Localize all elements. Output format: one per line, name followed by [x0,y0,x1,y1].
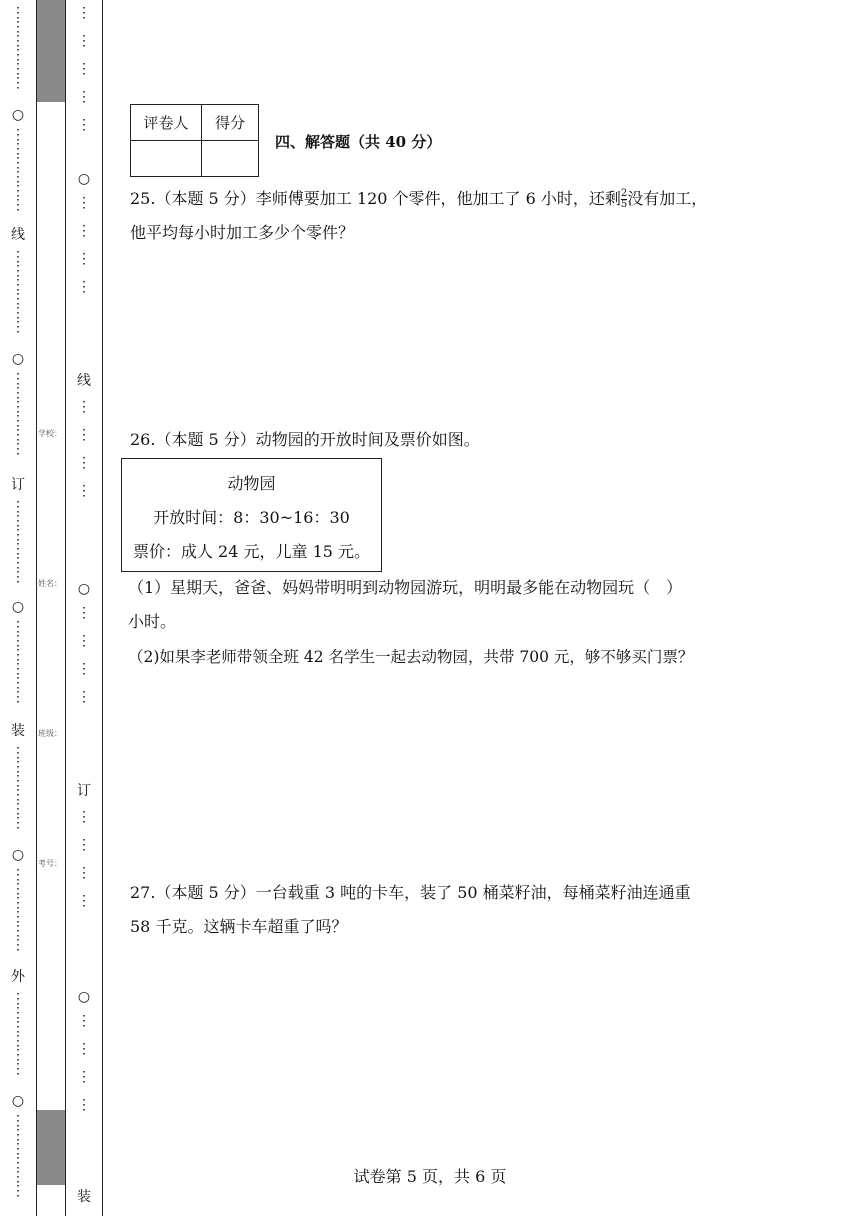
dotted-line: ⋮ ⋮ ⋮ ⋮ ⋮ ⋮ [11,1113,25,1199]
dotted-line: ⋮ ⋮ ⋮ ⋮ [77,809,91,909]
margin-label-ding: 订 [11,477,25,493]
question-25 [130,182,740,250]
dotted-line: ⋮ ⋮ ⋮ ⋮ ⋮ ⋮ [11,619,25,705]
score-header: 得分 [202,105,259,141]
outer-binding-strip [0,0,36,1216]
q25-suffix: 没有加工， [627,189,708,208]
fraction-denominator: 5 [620,199,628,210]
q27-line1: 27.（本题 5 分）一台载重 3 吨的卡车，装了 50 桶菜籽油，每桶菜籽油连通重 [130,883,691,902]
question-26-part2: （2)如果李老师带领全班 42 名学生一起去动物园，共带 700 元，够不够买门票？ [128,648,694,666]
circle-mark: ○ [11,107,25,123]
name-label: 姓名： [38,579,62,588]
inner-label-zhuang: 装 [77,1189,91,1205]
dotted-line: ⋮ ⋮ ⋮ ⋮ ⋮ ⋮ [11,371,25,457]
page-footer: 试卷第 5 页，共 6 页 [353,1167,507,1186]
zoo-box-title: 动物园 [227,474,276,493]
info-strip [36,0,66,1216]
exam-number-label: 考号： [38,859,62,868]
inner-label-ding: 订 [77,783,91,799]
dotted-line: ⋮ ⋮ ⋮ ⋮ ⋮ ⋮ [11,249,25,335]
score-table [130,104,259,177]
dotted-line: ⋮ ⋮ ⋮ ⋮ ⋮ ⋮ [11,127,25,213]
circle-mark: ○ [11,847,25,863]
dotted-line: ⋮ ⋮ ⋮ ⋮ ⋮ ⋮ [11,499,25,585]
margin-label-zhuang: 装 [11,723,25,739]
question-27 [130,876,740,944]
grader-cell[interactable] [131,141,202,177]
dotted-line: ⋮ ⋮ ⋮ ⋮ ⋮ ⋮ [11,745,25,831]
grader-header: 评卷人 [131,105,202,141]
school-label: 学校： [38,429,62,438]
dotted-line: ⋮ ⋮ ⋮ ⋮ [77,399,91,499]
question-26-stem: 26.（本题 5 分）动物园的开放时间及票价如图。 [130,430,480,449]
dotted-line: ⋮ ⋮ ⋮ ⋮ ⋮ ⋮ [11,991,25,1077]
q26-part1-line2: 小时。 [128,612,177,631]
dotted-line: ⋮ ⋮ ⋮ ⋮ [77,195,91,295]
section-title: 四、解答题（共 40 分） [275,133,442,151]
margin-label-wai: 外 [11,969,25,985]
score-cell[interactable] [202,141,259,177]
inner-label-xian: 线 [77,373,91,389]
dotted-line: ⋮ ⋮ ⋮ ⋮ ⋮ [77,5,91,133]
class-label: 班级： [38,729,62,738]
circle-mark: ○ [77,989,91,1005]
dotted-line: ⋮ ⋮ ⋮ ⋮ ⋮ ⋮ [11,5,25,91]
gray-block-top [37,0,65,102]
dotted-line: ⋮ ⋮ ⋮ ⋮ ⋮ ⋮ [11,867,25,953]
margin-label-xian: 线 [11,227,25,243]
question-26-part1 [128,571,748,639]
zoo-box-hours: 开放时间：8：30~16：30 [153,508,350,527]
circle-mark: ○ [77,581,91,597]
inner-binding-strip [66,0,103,1216]
circle-mark: ○ [11,1093,25,1109]
fraction-numerator: 2 [620,188,628,199]
dotted-line: ⋮ ⋮ ⋮ ⋮ [77,1013,91,1113]
circle-mark: ○ [77,171,91,187]
q25-prefix: 25.（本题 5 分）李师傅要加工 120 个零件，他加工了 6 小时，还剩 [130,189,621,208]
q25-line2: 他平均每小时加工多少个零件？ [130,223,355,242]
q27-line2: 58 千克。这辆卡车超重了吗？ [130,917,348,936]
zoo-info-box [121,458,382,572]
dotted-line: ⋮ ⋮ ⋮ ⋮ [77,605,91,705]
circle-mark: ○ [11,351,25,367]
zoo-box-price: 票价：成人 24 元，儿童 15 元。 [132,542,371,561]
q26-part1-line1: （1）星期天，爸爸、妈妈带明明到动物园游玩，明明最多能在动物园玩（ ） [128,578,683,597]
circle-mark: ○ [11,599,25,615]
